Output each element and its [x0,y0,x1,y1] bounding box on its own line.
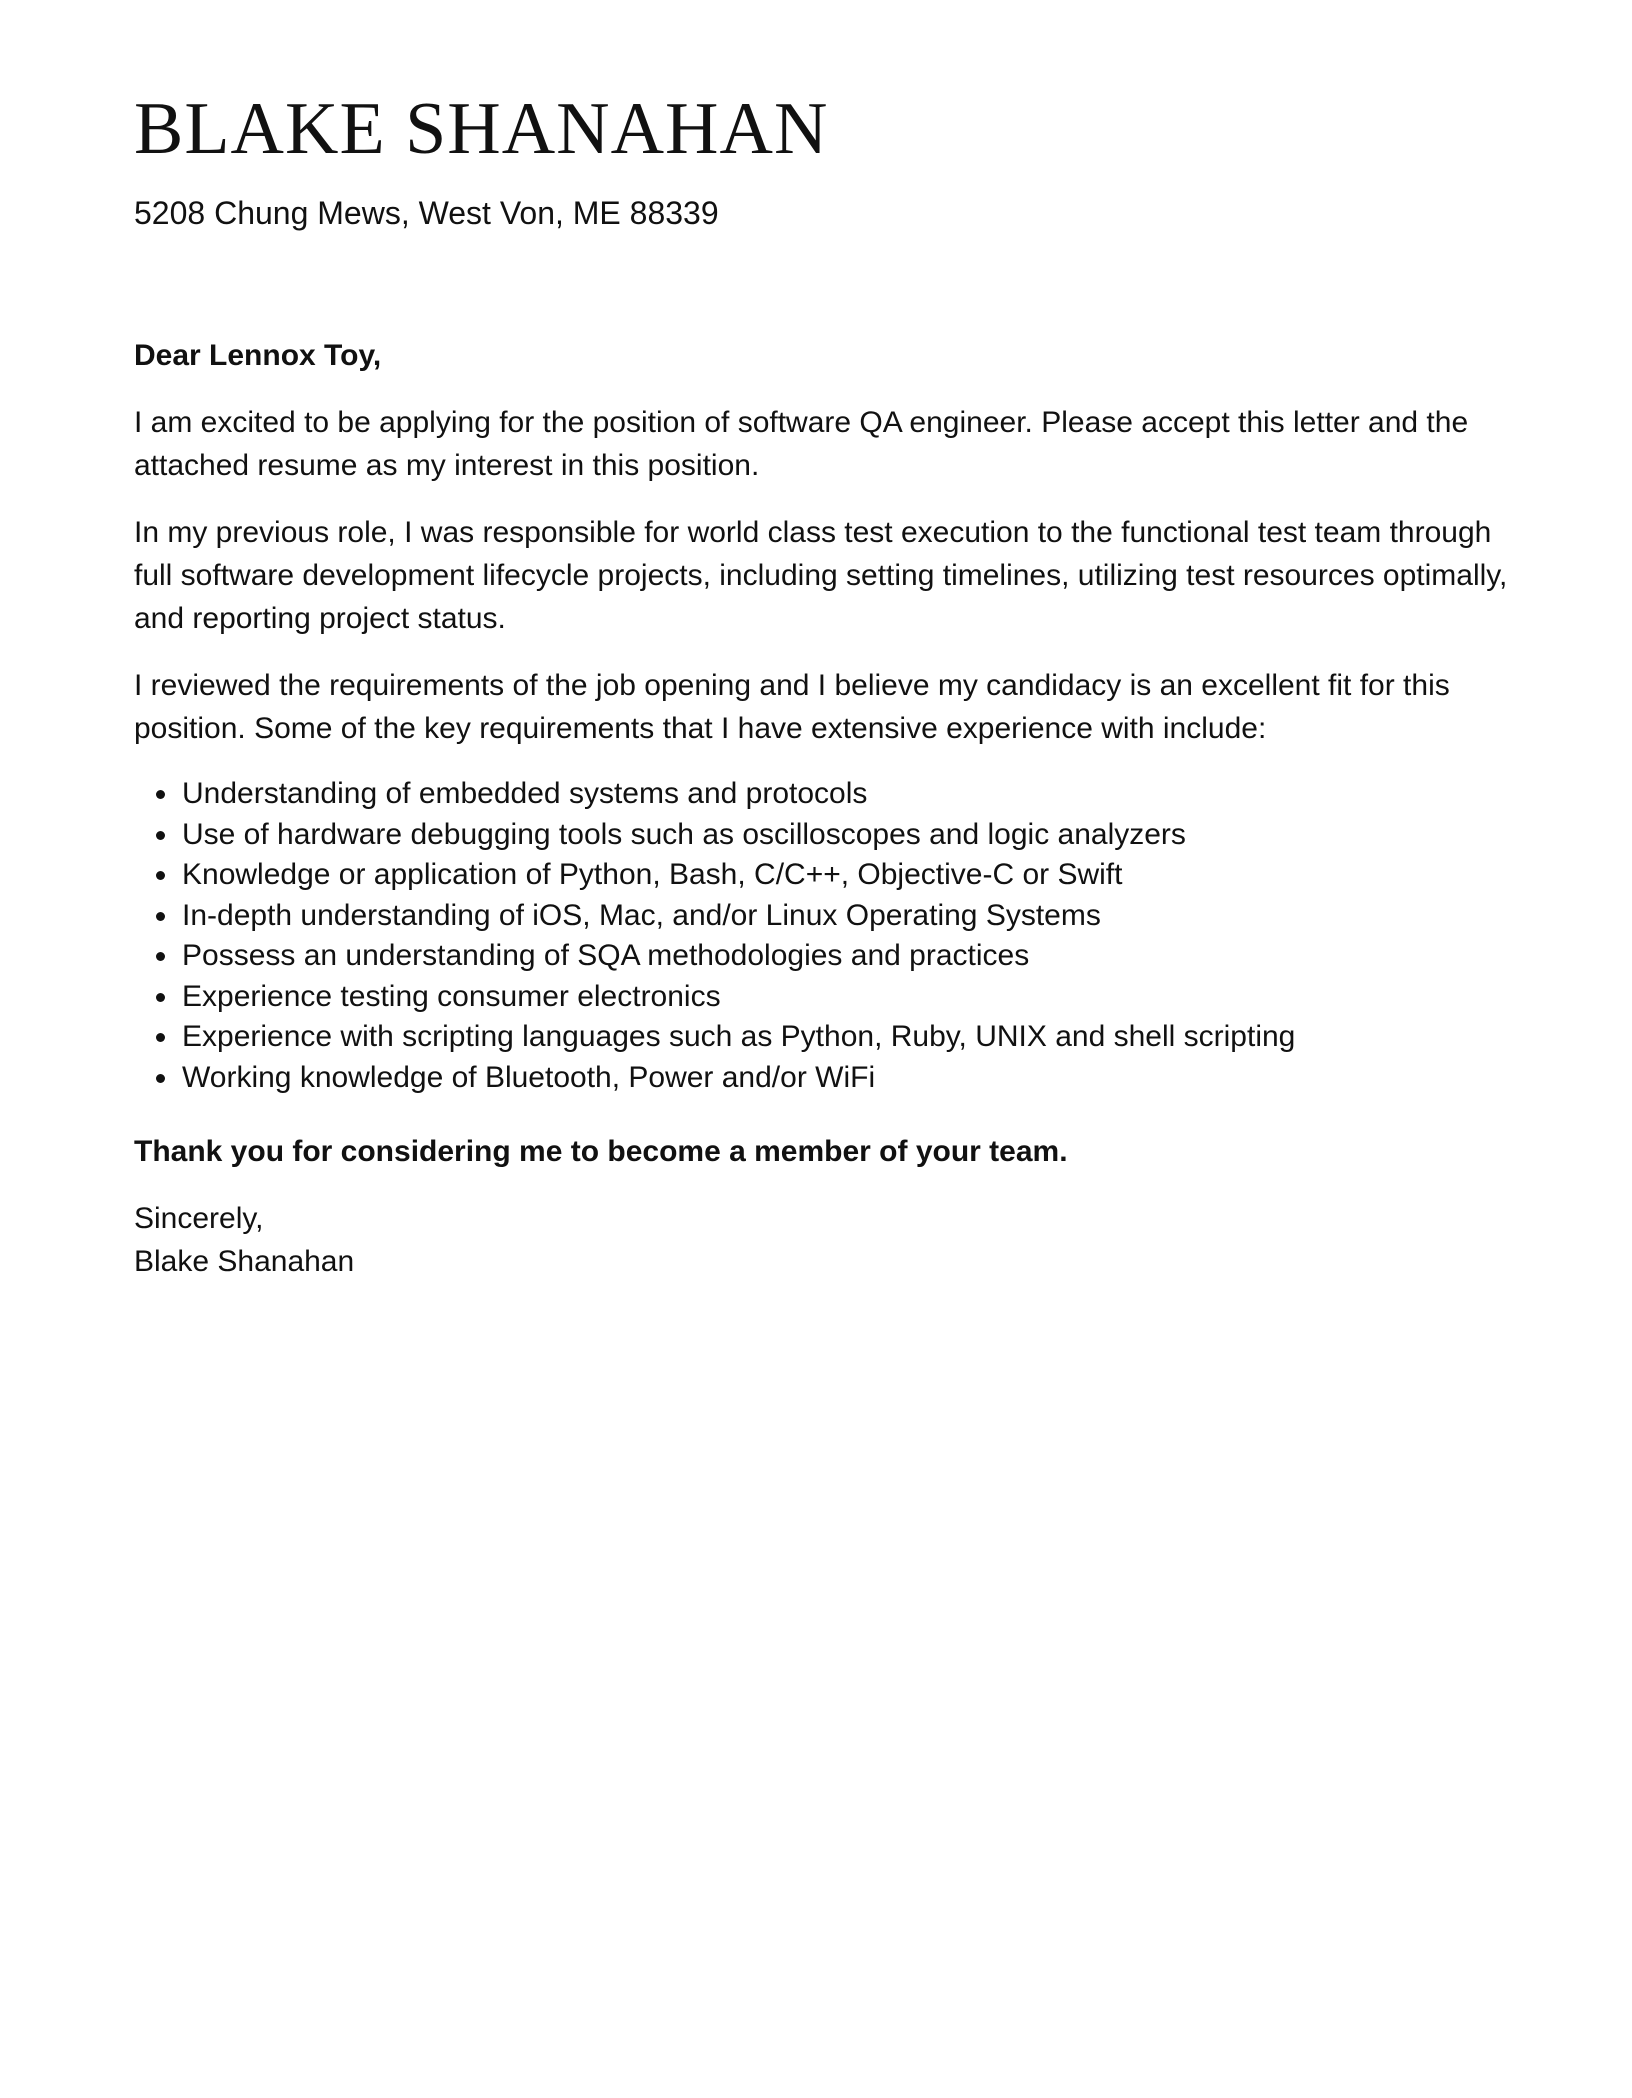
signature-name: Blake Shanahan [134,1245,355,1279]
bullet-icon [156,1074,165,1083]
requirement-text: Experience testing consumer electronics [182,979,721,1013]
requirement-item [134,1058,1514,1099]
bullet-icon [156,912,165,921]
bullet-icon [156,790,165,799]
requirement-text: Working knowledge of Bluetooth, Power and/or WiFi [182,1060,876,1094]
requirements-paragraph: I reviewed the requirements of the job opening and I believe my candidacy is an excellent fit for this position. Some of the key requirements that I have extensive experience with include: [134,669,1450,746]
requirement-item [134,774,1514,815]
sign-off: Sincerely, [134,1202,264,1236]
requirement-item [134,896,1514,937]
requirement-text: Use of hardware debugging tools such as oscilloscopes and logic analyzers [182,817,1186,851]
bullet-icon [156,871,165,880]
requirement-text: Knowledge or application of Python, Bash, C/C++, Objective-C or Swift [182,858,1123,892]
requirement-text: Experience with scripting languages such as Python, Ruby, UNIX and shell scripting [182,1020,1296,1054]
letter-body [134,334,1514,1283]
requirement-item [134,855,1514,896]
requirement-item [134,1017,1514,1058]
bullet-icon [156,831,165,840]
salutation: Dear Lennox Toy, [134,339,382,373]
intro-paragraph: I am excited to be applying for the position of software QA engineer. Please accept this letter and the attached resume as my interest in this position. [134,406,1469,483]
requirement-item [134,815,1514,856]
requirements-list [134,774,1514,1098]
applicant-name: BLAKE SHANAHAN [134,88,829,170]
requirement-text: Understanding of embedded systems and protocols [182,777,868,811]
cover-letter-page [134,80,1514,1283]
experience-paragraph: In my previous role, I was responsible for world class test execution to the functional test team through full software development lifecycle projects, including setting timelines, utilizing test resources optimally, and reporting project status. [134,516,1508,636]
requirement-item [134,936,1514,977]
bullet-icon [156,952,165,961]
requirement-text: Possess an understanding of SQA methodologies and practices [182,939,1030,973]
requirement-item [134,977,1514,1018]
applicant-address: 5208 Chung Mews, West Von, ME 88339 [134,195,719,231]
requirement-text: In-depth understanding of iOS, Mac, and/or Linux Operating Systems [182,898,1101,932]
bullet-icon [156,1033,165,1042]
bullet-icon [156,993,165,1002]
closing-statement: Thank you for considering me to become a member of your team. [134,1135,1068,1169]
